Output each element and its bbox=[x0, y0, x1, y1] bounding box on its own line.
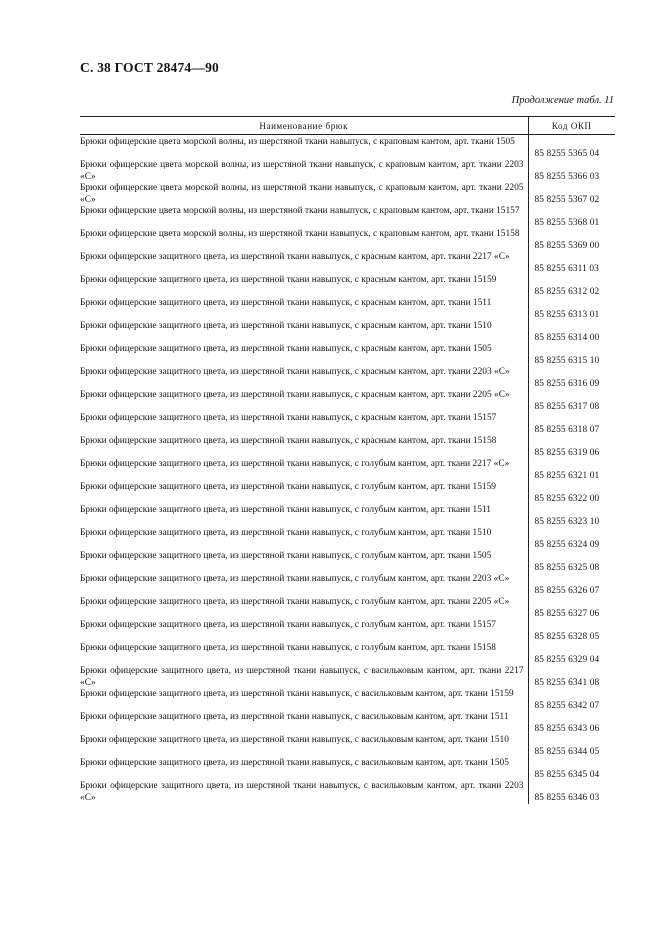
item-code-cell: 85 8255 6323 10 bbox=[534, 516, 600, 527]
item-name-cell: Брюки офицерские защитного цвета, из шерстяной ткани навыпуск, с голубым кантом, арт. ткани 15158 bbox=[80, 643, 528, 666]
item-name-cell: Брюки офицерские цвета морской волны, из шерстяной ткани навыпуск, с краповым кантом, арт. ткани 15158 bbox=[80, 229, 528, 252]
table-row bbox=[80, 781, 615, 804]
column-header-code: Код ОКП bbox=[528, 117, 615, 135]
item-code-cell: 85 8255 6315 10 bbox=[534, 355, 600, 366]
item-name-cell: Брюки офицерские цвета морской волны, из шерстяной ткани навыпуск, с краповым кантом, арт. ткани 2203 «С» bbox=[80, 160, 528, 183]
item-code-cell: 85 8255 6319 06 bbox=[534, 447, 600, 458]
item-code-cell: 85 8255 6318 07 bbox=[534, 424, 600, 435]
item-name-cell: Брюки офицерские цвета морской волны, из шерстяной ткани навыпуск, с краповым кантом, арт. ткани 1505 bbox=[80, 135, 528, 161]
table-row bbox=[80, 436, 615, 459]
table-row bbox=[80, 459, 615, 482]
item-code-cell: 85 8255 6326 07 bbox=[534, 585, 600, 596]
item-code-cell: 85 8255 6316 09 bbox=[534, 378, 600, 389]
item-code-cell: 85 8255 5365 04 bbox=[534, 148, 600, 159]
table-row bbox=[80, 321, 615, 344]
item-name-cell: Брюки офицерские защитного цвета, из шерстяной ткани навыпуск, с голубым кантом, арт. ткани 2205 «С» bbox=[80, 597, 528, 620]
item-code-cell: 85 8255 6324 09 bbox=[534, 539, 600, 550]
item-code-cell: 85 8255 6341 08 bbox=[534, 677, 600, 688]
table-row bbox=[80, 689, 615, 712]
item-code-cell: 85 8255 6313 01 bbox=[534, 309, 600, 320]
item-name-cell: Брюки офицерские защитного цвета, из шерстяной ткани навыпуск, с красным кантом, арт. ткани 2205 «С» bbox=[80, 390, 528, 413]
item-code-cell: 85 8255 6311 03 bbox=[534, 263, 599, 274]
item-name-cell: Брюки офицерские защитного цвета, из шерстяной ткани навыпуск, с красным кантом, арт. ткани 15158 bbox=[80, 436, 528, 459]
table-row bbox=[80, 597, 615, 620]
item-code-cell: 85 8255 5369 00 bbox=[534, 240, 600, 251]
item-code-cell: 85 8255 5368 01 bbox=[534, 217, 600, 228]
item-name-cell: Брюки офицерские защитного цвета, из шерстяной ткани навыпуск, с красным кантом, арт. ткани 15159 bbox=[80, 275, 528, 298]
table-row bbox=[80, 666, 615, 689]
table-row bbox=[80, 160, 615, 183]
table-row bbox=[80, 505, 615, 528]
item-code-cell: 85 8255 6346 03 bbox=[534, 792, 600, 803]
item-name-cell: Брюки офицерские защитного цвета, из шерстяной ткани навыпуск, с голубым кантом, арт. ткани 1505 bbox=[80, 551, 528, 574]
table-row bbox=[80, 252, 615, 275]
table-row bbox=[80, 482, 615, 505]
item-code-cell: 85 8255 6325 08 bbox=[534, 562, 600, 573]
product-code-table bbox=[80, 116, 615, 804]
table-row bbox=[80, 183, 615, 206]
table-row bbox=[80, 735, 615, 758]
page-header: С. 38 ГОСТ 28474—90 bbox=[80, 60, 219, 75]
item-code-cell: 85 8255 6317 08 bbox=[534, 401, 600, 412]
item-code-cell: 85 8255 6328 05 bbox=[534, 631, 600, 642]
table-row bbox=[80, 528, 615, 551]
table-row bbox=[80, 367, 615, 390]
item-code-cell: 85 8255 6314 00 bbox=[534, 332, 600, 343]
item-name-cell: Брюки офицерские защитного цвета, из шерстяной ткани навыпуск, с голубым кантом, арт. ткани 15159 bbox=[80, 482, 528, 505]
table-row bbox=[80, 344, 615, 367]
item-name-cell: Брюки офицерские защитного цвета, из шерстяной ткани навыпуск, с красным кантом, арт. ткани 1510 bbox=[80, 321, 528, 344]
item-name-cell: Брюки офицерские защитного цвета, из шерстяной ткани навыпуск, с васильковым кантом, арт. ткани 15159 bbox=[80, 689, 528, 712]
item-name-cell: Брюки офицерские цвета морской волны, из шерстяной ткани навыпуск, с краповым кантом, арт. ткани 15157 bbox=[80, 206, 528, 229]
item-name-cell: Брюки офицерские защитного цвета, из шерстяной ткани навыпуск, с голубым кантом, арт. ткани 1510 bbox=[80, 528, 528, 551]
item-name-cell: Брюки офицерские цвета морской волны, из шерстяной ткани навыпуск, с краповым кантом, арт. ткани 2205 «С» bbox=[80, 183, 528, 206]
table-row bbox=[80, 390, 615, 413]
item-name-cell: Брюки офицерские защитного цвета, из шерстяной ткани навыпуск, с васильковым кантом, арт. ткани 2203 «С» bbox=[80, 781, 528, 804]
item-name-cell: Брюки офицерские защитного цвета, из шерстяной ткани навыпуск, с голубым кантом, арт. ткани 15157 bbox=[80, 620, 528, 643]
item-name-cell: Брюки офицерские защитного цвета, из шерстяной ткани навыпуск, с красным кантом, арт. ткани 1511 bbox=[80, 298, 528, 321]
table-row bbox=[80, 135, 615, 161]
column-header-name: Наименование брюк bbox=[80, 117, 528, 135]
table-row bbox=[80, 551, 615, 574]
item-code-cell: 85 8255 6345 04 bbox=[534, 769, 600, 780]
item-code-cell: 85 8255 6329 04 bbox=[534, 654, 600, 665]
item-code-cell: 85 8255 6342 07 bbox=[534, 700, 600, 711]
table-row bbox=[80, 275, 615, 298]
table-row bbox=[80, 712, 615, 735]
item-name-cell: Брюки офицерские защитного цвета, из шерстяной ткани навыпуск, с красным кантом, арт. ткани 1505 bbox=[80, 344, 528, 367]
table-row bbox=[80, 758, 615, 781]
item-name-cell: Брюки офицерские защитного цвета, из шерстяной ткани навыпуск, с красным кантом, арт. ткани 15157 bbox=[80, 413, 528, 436]
item-code-cell: 85 8255 6322 00 bbox=[534, 493, 600, 504]
table-row bbox=[80, 620, 615, 643]
table-row bbox=[80, 298, 615, 321]
item-code-cell: 85 8255 6327 06 bbox=[534, 608, 600, 619]
table-row bbox=[80, 229, 615, 252]
table-header-row bbox=[80, 117, 615, 135]
item-name-cell: Брюки офицерские защитного цвета, из шерстяной ткани навыпуск, с васильковым кантом, арт. ткани 2217 «С» bbox=[80, 666, 528, 689]
item-name-cell: Брюки офицерские защитного цвета, из шерстяной ткани навыпуск, с красным кантом, арт. ткани 2203 «С» bbox=[80, 367, 528, 390]
item-code-cell: 85 8255 6343 06 bbox=[534, 723, 600, 734]
item-name-cell: Брюки офицерские защитного цвета, из шерстяной ткани навыпуск, с васильковым кантом, арт. ткани 1505 bbox=[80, 758, 528, 781]
item-name-cell: Брюки офицерские защитного цвета, из шерстяной ткани навыпуск, с голубым кантом, арт. ткани 2217 «С» bbox=[80, 459, 528, 482]
item-code-cell: 85 8255 6344 05 bbox=[534, 746, 600, 757]
item-code-cell: 85 8255 5367 02 bbox=[534, 194, 600, 205]
table-continuation-label: Продолжение табл. 11 bbox=[511, 95, 614, 106]
table-row bbox=[80, 643, 615, 666]
item-name-cell: Брюки офицерские защитного цвета, из шерстяной ткани навыпуск, с голубым кантом, арт. ткани 2203 «С» bbox=[80, 574, 528, 597]
table-row bbox=[80, 413, 615, 436]
table-row bbox=[80, 206, 615, 229]
item-name-cell: Брюки офицерские защитного цвета, из шерстяной ткани навыпуск, с васильковым кантом, арт. ткани 1510 bbox=[80, 735, 528, 758]
item-name-cell: Брюки офицерские защитного цвета, из шерстяной ткани навыпуск, с васильковым кантом, арт. ткани 1511 bbox=[80, 712, 528, 735]
item-code-cell: 85 8255 6321 01 bbox=[534, 470, 600, 481]
item-code-cell: 85 8255 6312 02 bbox=[534, 286, 600, 297]
item-code-cell: 85 8255 5366 03 bbox=[534, 171, 600, 182]
item-name-cell: Брюки офицерские защитного цвета, из шерстяной ткани навыпуск, с голубым кантом, арт. ткани 1511 bbox=[80, 505, 528, 528]
table-row bbox=[80, 574, 615, 597]
item-name-cell: Брюки офицерские защитного цвета, из шерстяной ткани навыпуск, с красным кантом, арт. ткани 2217 «С» bbox=[80, 252, 528, 275]
